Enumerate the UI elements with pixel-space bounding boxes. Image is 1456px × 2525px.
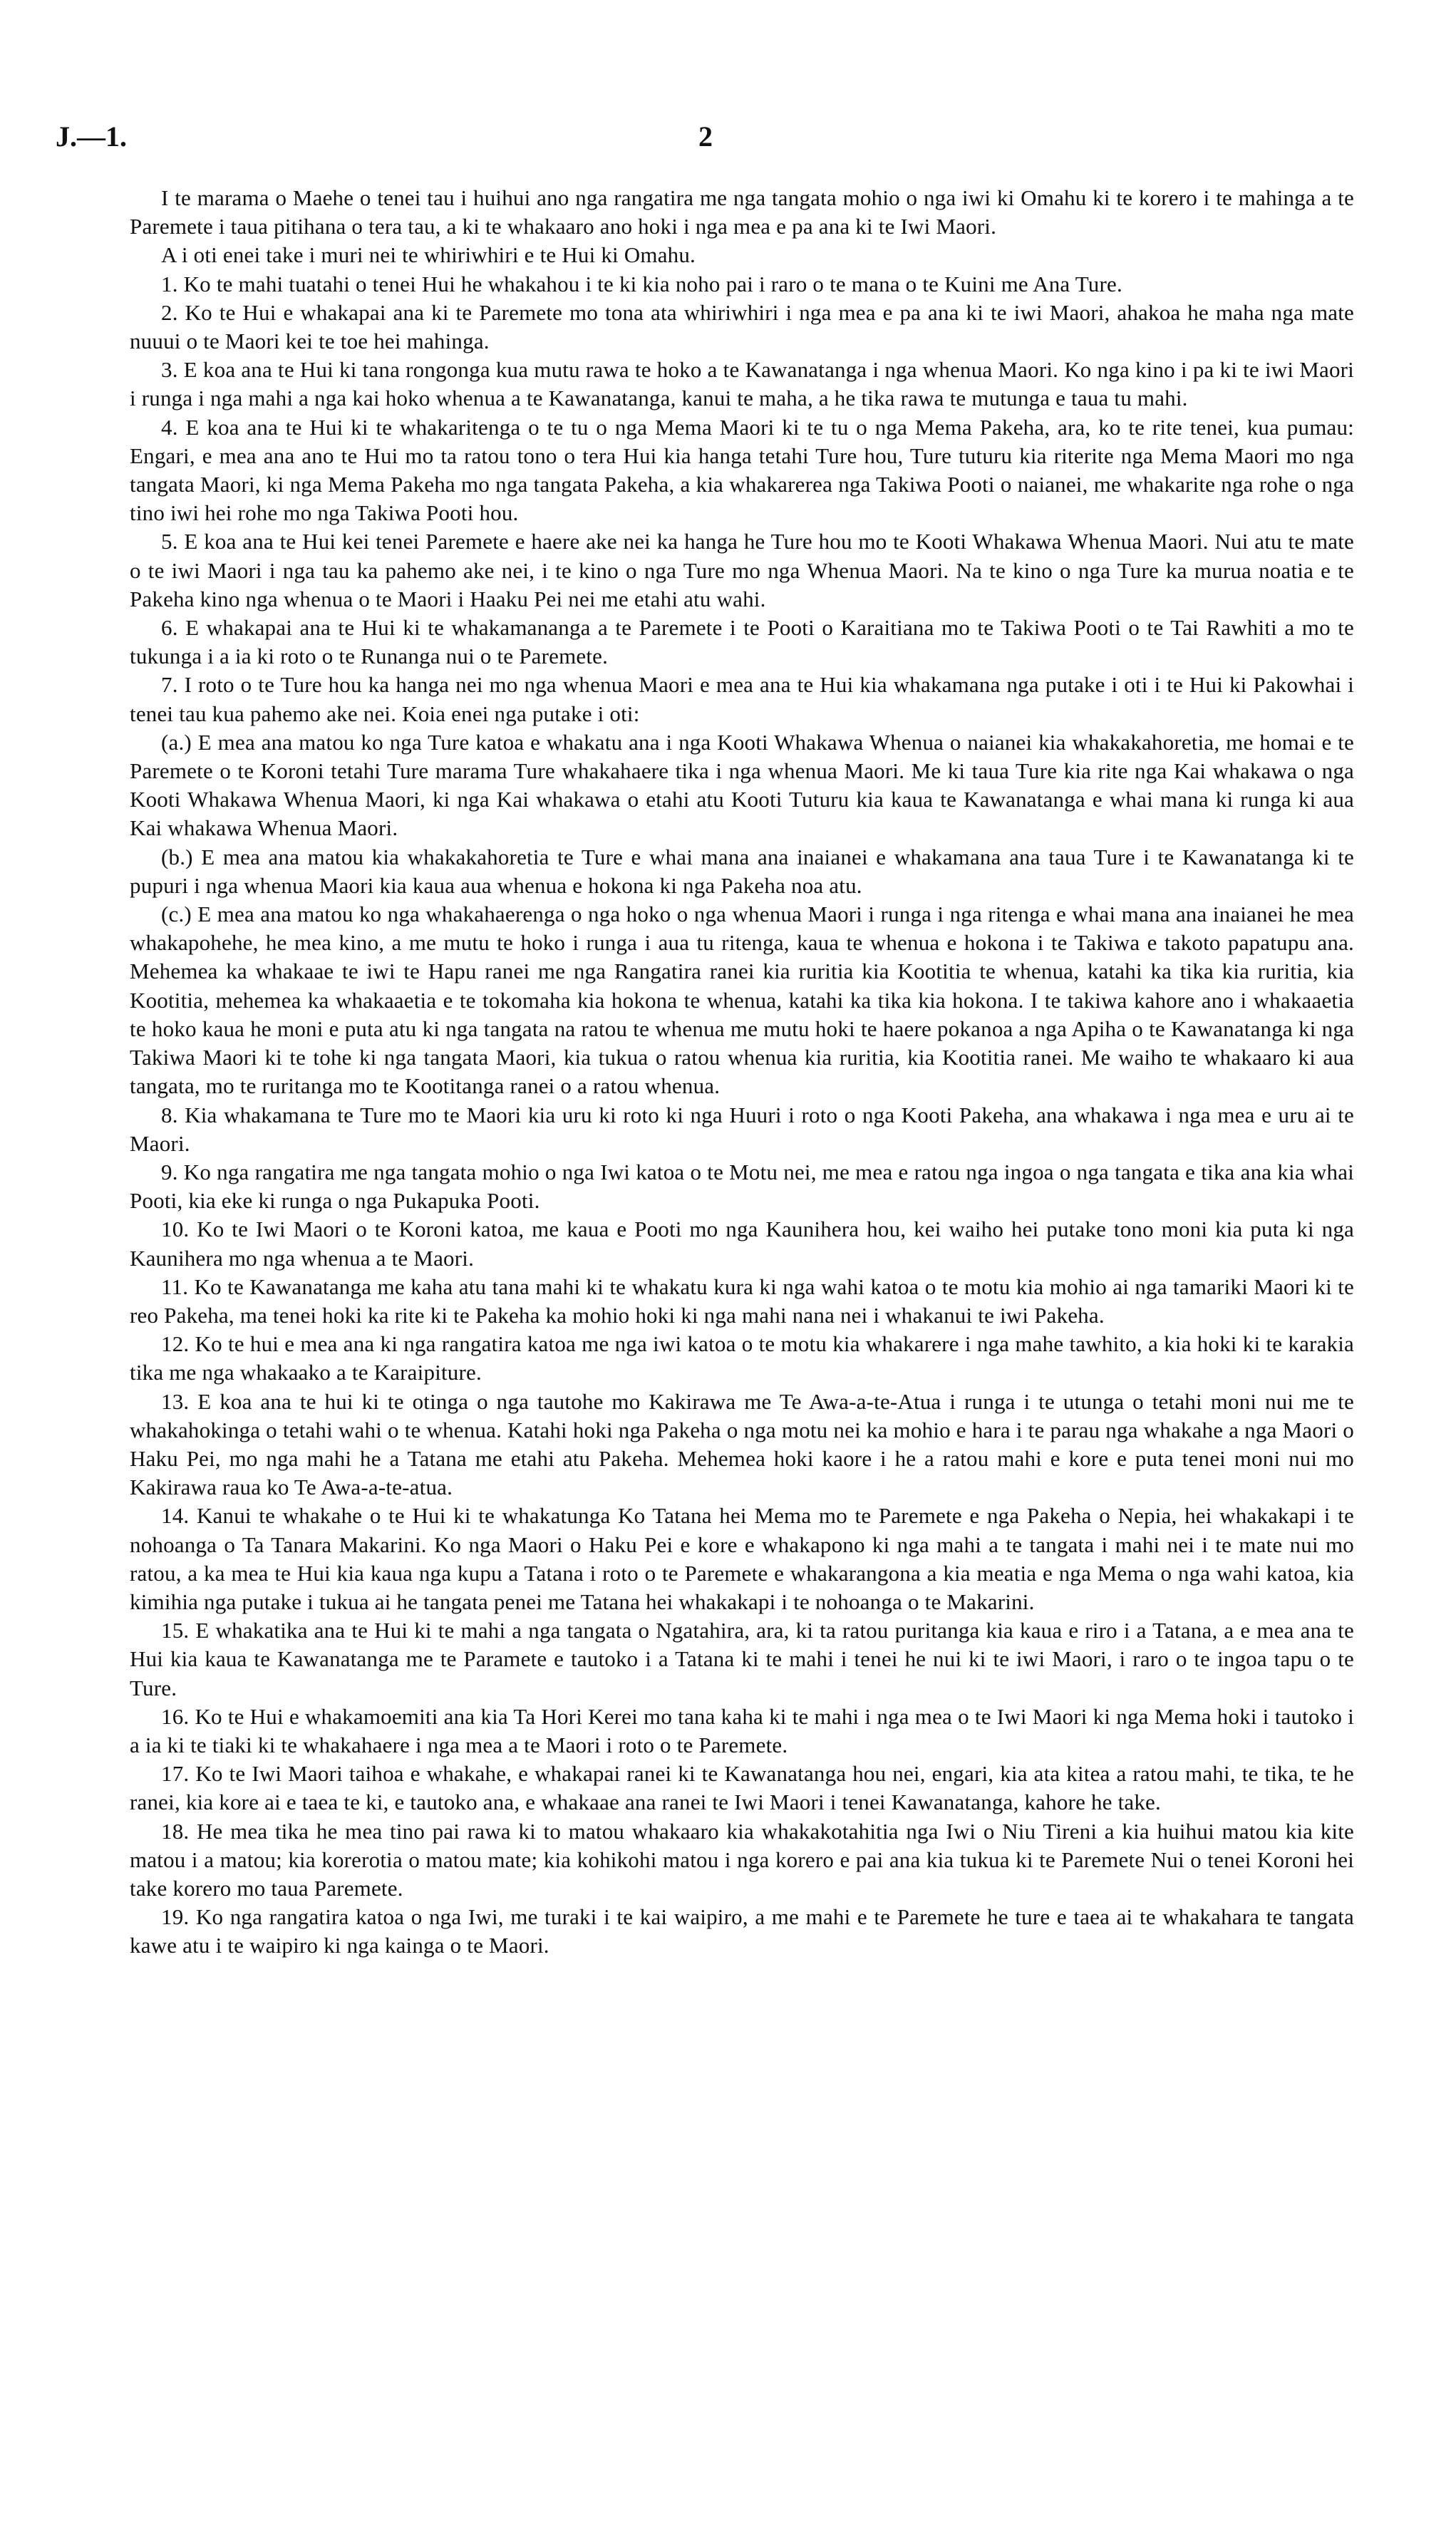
paragraph-item-12: 12. Ko te hui e mea ana ki nga rangatira katoa me nga iwi katoa o te motu kia whakarere i nga mahe tawhito, a kia hoki ki te karakia tika me nga whakaako a te Karaipiture. xyxy=(130,1331,1354,1385)
paragraph-intro: I te marama o Maehe o tenei tau i huihui ano nga rangatira me nga tangata mohio o nga iwi ki Omahu ki te korero i te mahinga a te Paremete i taua pitihana o tera tau, a ki te whakaaro ano hoki i nga mea e pa ana ki te Iwi Maori. xyxy=(130,185,1354,239)
document-reference: J.—1. xyxy=(56,120,127,153)
paragraph-item-3: 3. E koa ana te Hui ki tana rongonga kua mutu rawa te hoko a te Kawanatanga i nga whenua Maori. Ko nga kino i pa ki te iwi Maori i runga i nga mahi a nga kai hoko whenua a te Kawanatanga, kanui te maha, a he tika rawa te mutunga e taua tu mahi. xyxy=(130,357,1354,411)
paragraph-item-16: 16. Ko te Hui e whakamoemiti ana kia Ta Hori Kerei mo tana kaha ki te mahi i nga mea o te Iwi Maori ki nga Mema hoki i tautoko i a ia ki te tiaki ki te whakahaere i nga mea a te Maori i roto o te Paremete. xyxy=(130,1703,1354,1757)
paragraph-item-6: 6. E whakapai ana te Hui ki te whakamananga a te Paremete i te Pooti o Karaitiana mo te Takiwa Pooti o te Tai Rawhiti a mo te tukunga i a ia ki roto o te Runanga nui o te Paremete. xyxy=(130,615,1354,669)
paragraph-item-2: 2. Ko te Hui e whakapai ana ki te Paremete mo tona ata whiriwhiri i nga mea e pa ana ki te iwi Maori, ahakoa he maha nga mate nuuui o te Maori kei te toe hei mahinga. xyxy=(130,299,1354,354)
paragraph-item-7: 7. I roto o te Ture hou ka hanga nei mo nga whenua Maori e mea ana te Hui kia whakamana nga putake i oti i te Hui ki Pakowhai i tenei tau kua pahemo ake nei. Koia enei nga putake i oti: xyxy=(130,672,1354,726)
paragraph-item-5: 5. E koa ana te Hui kei tenei Paremete e haere ake nei ka hanga he Ture hou mo te Kooti Whakawa Whenua Maori. Nui atu te mate o te iwi Maori i nga tau ka pahemo ake nei, i te kino o nga Ture mo nga Whenua Maori. Na te kino o nga Ture ka murua noatia e te Pakeha kino nga whenua o te Maori i Haaku Pei nei me etahi atu wahi. xyxy=(130,529,1354,611)
paragraph-item-4: 4. E koa ana te Hui ki te whakaritenga o te tu o nga Mema Maori ki te tu o nga Mema Pakeha, ara, ko te rite tenei, kua pumau: Engari, e mea ana ano te Hui mo ta ratou tono o tera Hui kia hanga tetahi Ture hou, Ture tuturu kia riterite nga Mema Maori mo nga tangata Maori, ki nga Mema Pakeha mo nga tangata Pakeha, a kia whakarerea nga Takiwa Pooti o naianei, me whakarite nga rohe o nga tino iwi hei rohe mo nga Takiwa Pooti hou. xyxy=(130,414,1354,526)
paragraph-item-9: 9. Ko nga rangatira me nga tangata mohio o nga Iwi katoa o te Motu nei, me mea e ratou nga ingoa o nga tangata e tika ana kia whai Pooti, kia eke ki runga o nga Pukapuka Pooti. xyxy=(130,1159,1354,1214)
paragraph-item-11: 11. Ko te Kawanatanga me kaha atu tana mahi ki te whakatu kura ki nga wahi katoa o te motu kia mohio ai nga tamariki Maori ki te reo Pakeha, ma tenei hoki ka rite ki te Pakeha ka mohio hoki ki nga mahi nana nei i whakanui te iwi Pakeha. xyxy=(130,1274,1354,1328)
paragraph-intro-2: A i oti enei take i muri nei te whiriwhiri e te Hui ki Omahu. xyxy=(161,242,696,268)
paragraph-item-19: 19. Ko nga rangatira katoa o nga Iwi, me turaki i te kai waipiro, a me mahi e te Paremete he ture e taea ai te whakahara te tangata kawe atu i te waipiro ki nga kainga o te Maori. xyxy=(130,1904,1354,1958)
page-number: 2 xyxy=(698,120,713,153)
paragraph-item-13: 13. E koa ana te hui ki te otinga o nga tautohe mo Kakirawa me Te Awa-a-te-Atua i runga i te utunga o tetahi moni nui me te whakahokinga o tetahi wahi o te whenua. Katahi hoki nga Pakeha o nga motu nei ka mohio e hara i te parau nga whakahe a nga Maori o Haku Pei, mo nga mahi he a Tatana me etahi atu Pakeha. Mehemea hoki kaore i he a ratou mahi e kore e puta tenei moni nui mo Kakirawa raua ko Te Awa-a-te-atua. xyxy=(130,1388,1354,1500)
paragraph-item-15: 15. E whakatika ana te Hui ki te mahi a nga tangata o Ngatahira, ara, ki ta ratou puritanga kia kaua e riro i a Tatana, a e mea ana te Hui kia kaua te Kawanatanga me te Paramete e tautoko i a Tatana ki te mahi i tenei he nui ki te iwi Maori, i raro o te ingoa tapu o te Ture. xyxy=(130,1618,1354,1700)
paragraph-item-8: 8. Kia whakamana te Ture mo te Maori kia uru ki roto ki nga Huuri i roto o nga Kooti Pakeha, ana whakawa i nga mea e uru ai te Maori. xyxy=(130,1102,1354,1156)
paragraph-item-18: 18. He mea tika he mea tino pai rawa ki to matou whakaaro kia whakakotahitia nga Iwi o Niu Tireni a kia huihui matou kia kite matou i a matou; kia korerotia o matou mate; kia kohikohi matou i nga korero e pai ana kia tukua ki te Paremete Nui o tenei Koroni hei take korero mo taua Paremete. xyxy=(130,1818,1354,1901)
paragraph-item-7c: (c.) E mea ana matou ko nga whakahaerenga o nga hoko o nga whenua Maori i runga i nga ritenga e whai mana ana inaianei he mea whakapohehe, he mea kino, a me mutu te hoko i runga i aua tu ritenga, kaua te whenua e hokona i te Takiwa e takoto papatupu ana. Mehemea ka whakaae te iwi te Hapu ranei me nga Rangatira ranei kia ruritia kia Kootitia te whenua, katahi ka tika kia ruritia, kia Kootitia, mehemea ka whakaaetia e te tokomaha kia hokona te whenua, katahi ka tika kia hokona. I te takiwa kahore ano i whakaaetia te hoko kaua he moni e puta atu ki nga tangata na ratou te whenua me mutu hoki te haere pokanoa a nga Apiha o te Kawanatanga ki nga Takiwa Maori ki te tohe ki nga tangata Maori, kia tukua o ratou whenua kia ruritia, kia Kootitia ranei. Me waiho te whakaaro ki aua tangata, mo te ruritanga mo te Kootitanga ranei o a ratou whenua. xyxy=(130,902,1354,1099)
paragraph-item-10: 10. Ko te Iwi Maori o te Koroni katoa, me kaua e Pooti mo nga Kaunihera hou, kei waiho hei putake tono moni kia puta ki nga Kaunihera mo nga whenua a te Maori. xyxy=(130,1217,1354,1271)
document-body xyxy=(130,184,1354,1961)
paragraph-item-7a: (a.) E mea ana matou ko nga Ture katoa e whakatu ana i nga Kooti Whakawa Whenua o naianei kia whakakahoretia, me homai e te Paremete o te Koroni tetahi Ture marama Ture whakahaere tika i nga whenua Maori. Me ki taua Ture kia rite nga Kai whakawa o nga Kooti Whakawa Whenua Maori, ki nga Kai whakawa o etahi atu Kooti Tuturu kia kaua te Kawanatanga e whai mana ki runga ki aua Kai whakawa Whenua Maori. xyxy=(130,729,1354,841)
paragraph-item-17: 17. Ko te Iwi Maori taihoa e whakahe, e whakapai ranei ki te Kawanatanga hou nei, engari, kia ata kitea a ratou mahi, te tika, te he ranei, kia kore ai e taea te ki, e tautoko ana, e whakaae ana ranei te Iwi Maori i tenei Kawanatanga, kahore he take. xyxy=(130,1761,1354,1815)
paragraph-item-14: 14. Kanui te whakahe o te Hui ki te whakatunga Ko Tatana hei Mema mo te Paremete e nga Pakeha o Nepia, hei whakakapi i te nohoanga o Ta Tanara Makarini. Ko nga Maori o Haku Pei e kore e whakapono ki nga mahi a te tangata i mahi nei i te mate nui mo ratou, a ka mea te Hui kia kaua nga kupu a Tatana i roto o te Paremete e whakarangona a kia meatia e nga Mema o nga wahi katoa, kia kimihia nga putake i tukua ai he tangata penei me Tatana hei whakakapi i te nohoanga o te Makarini. xyxy=(130,1503,1354,1614)
paragraph-item-1: 1. Ko te mahi tuatahi o tenei Hui he whakahou i te ki kia noho pai i raro o te mana o te Kuini me Ana Ture. xyxy=(161,271,1122,296)
paragraph-item-7b: (b.) E mea ana matou kia whakakahoretia te Ture e whai mana ana inaianei e whakamana ana taua Ture i te Kawanatanga ki te pupuri i nga whenua Maori kia kaua aua whenua e hokona ki nga Pakeha noa atu. xyxy=(130,844,1354,898)
